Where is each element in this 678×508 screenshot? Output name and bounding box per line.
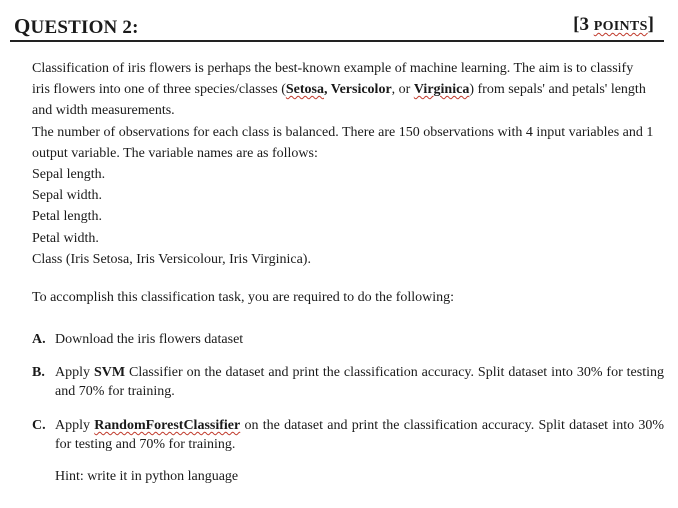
task-b: B. Apply SVM Classifier on the dataset and print the classification accuracy. Split dataset into 30% for testing and 70% for training.	[32, 365, 664, 399]
term-versicolor: Versicolor	[330, 82, 392, 98]
term-setosa: Setosa	[285, 82, 324, 98]
task-a: A. Download the iris flowers dataset	[32, 332, 244, 347]
variable-item: Petal length.	[32, 209, 102, 225]
variable-item: Petal width.	[32, 230, 99, 246]
points-label: [3 POINTS]	[573, 14, 654, 35]
variable-item: Sepal width.	[32, 188, 102, 204]
hint-text: Hint: write it in python language	[55, 469, 239, 484]
task-c: C. Apply RandomForestClassifier on the dataset and print the classification accuracy. Split dataset into 30% for testing and 70% for training.	[32, 418, 665, 452]
term-virginica: Virginica	[413, 82, 470, 98]
question-title: QUESTION 2:	[14, 14, 139, 38]
variable-item: Class (Iris Setosa, Iris Versicolour, Iris Virginica).	[32, 251, 311, 267]
intro-paragraph-1: Classification of iris flowers is perhaps the best-known example of machine learning. The aim is to classify iris flowers into one of three species/classes (Setosa, Versicolor, or Virginica) from sepals' and petals' length and width measurements.	[32, 61, 646, 119]
intro-text	[32, 58, 654, 164]
variable-list	[32, 164, 311, 270]
variable-item: Sepal length.	[32, 167, 106, 182]
question-header	[10, 8, 664, 42]
intro-paragraph-2: The number of observations for each class is balanced. There are 150 observations with 4 input variables and 1 output variable. The variable names are as follows:	[32, 124, 654, 161]
task-intro: To accomplish this classification task, you are required to do the following:	[32, 290, 455, 305]
